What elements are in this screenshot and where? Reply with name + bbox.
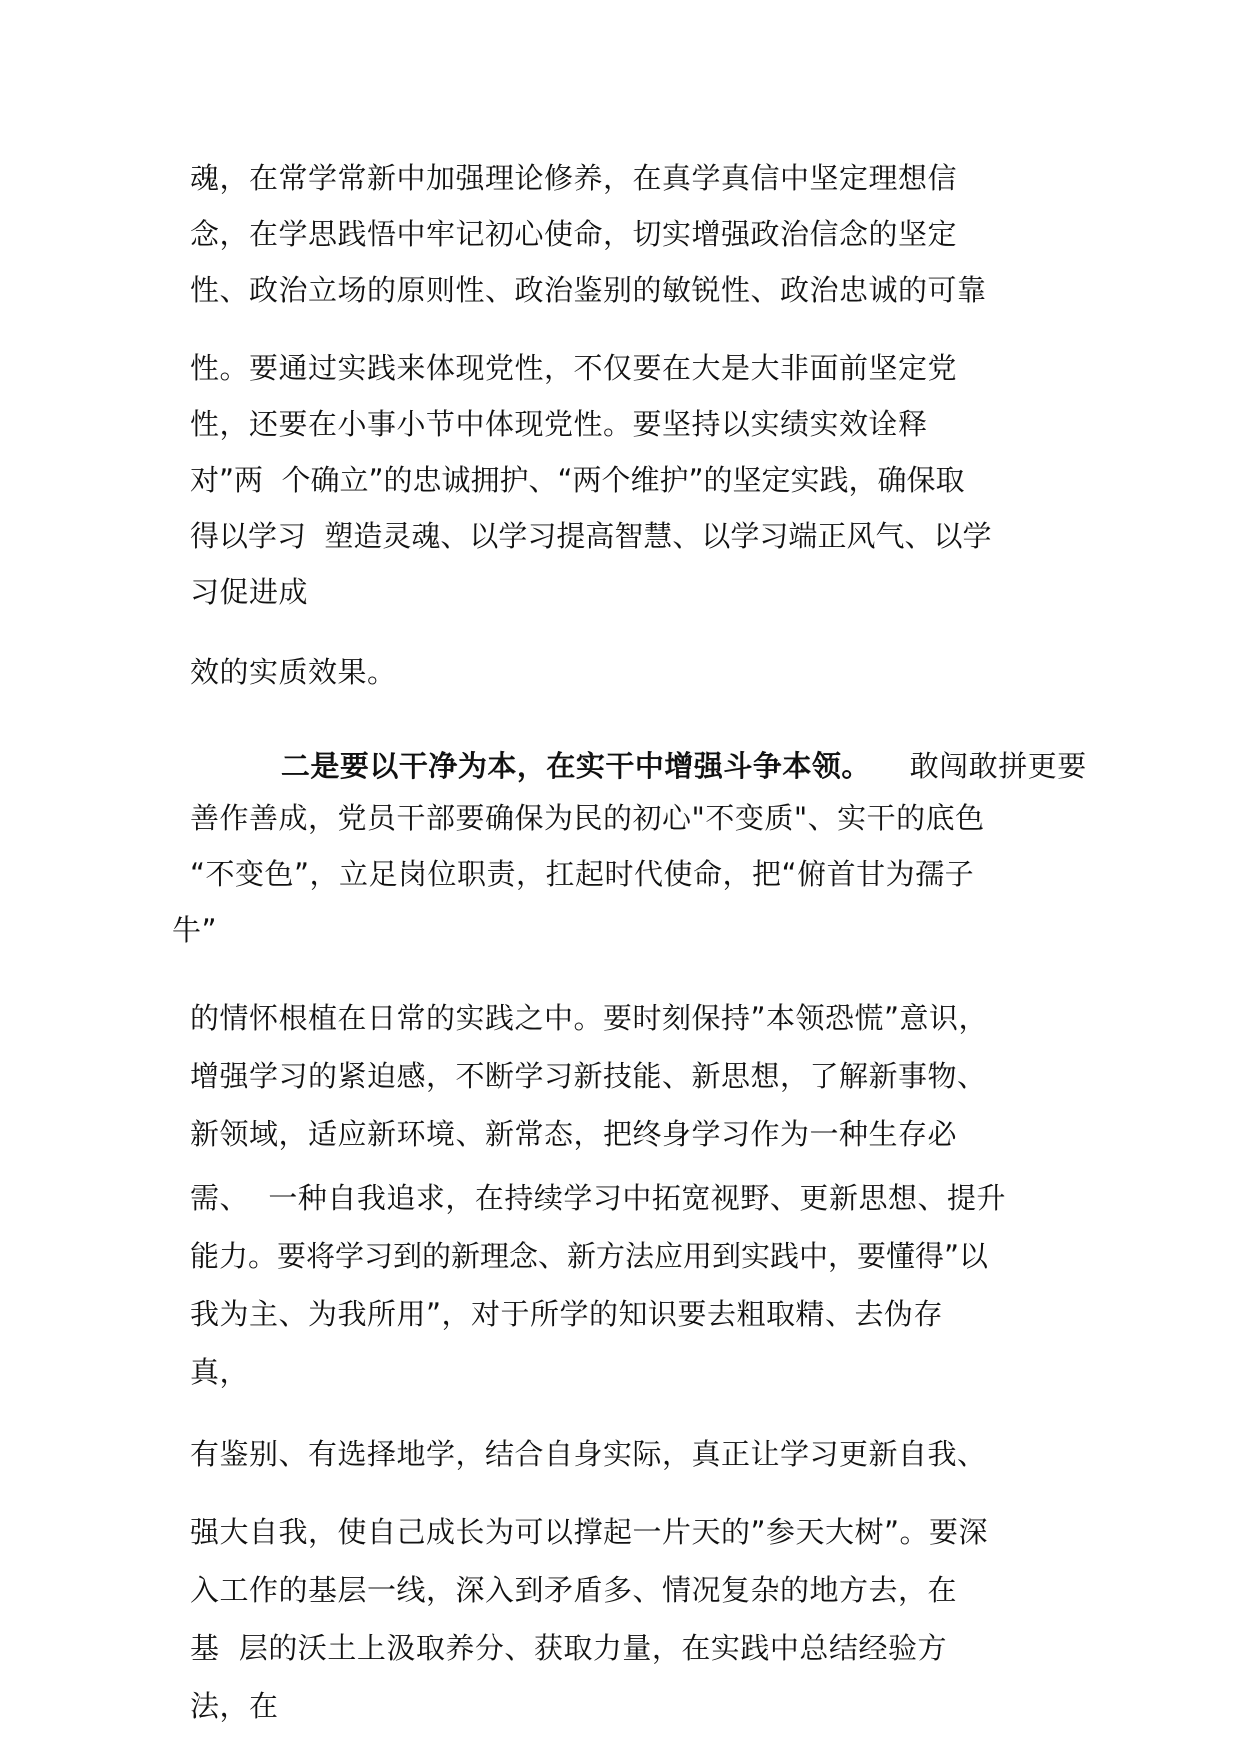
text-line: 效的实质效果。 — [190, 655, 397, 689]
text-line: 的情怀根植在日常的实践之中。要时刻保持”本领恐慌”意识， — [190, 1001, 989, 1035]
text-line: 魂，在常学常新中加强理论修养，在真学真信中坚定理想信 — [190, 161, 958, 195]
text-line: 强大自我，使自己成长为可以撑起一片天的”参天大树”。要深 — [190, 1515, 989, 1549]
text-line: 法，在 — [190, 1689, 279, 1723]
text-line: 我为主、为我所用”，对于所学的知识要去粗取精、去伪存 — [190, 1297, 944, 1331]
text-line: 新领域，适应新环境、新常态，把终身学习作为一种生存必 — [190, 1117, 958, 1151]
text-line: 牛” — [172, 913, 218, 947]
text-line: 增强学习的紧迫感，不断学习新技能、新思想，了解新事物、 — [190, 1059, 987, 1093]
text-segment: 敢闯敢拼更要 — [909, 749, 1087, 783]
text-line: 对”两 个确立”的忠诚拥护、“两个维护”的坚定实践，确保取 — [190, 463, 965, 497]
section-heading: 二是要以干净为本，在实干中增强斗争本领。 — [280, 749, 871, 783]
text-line: 真， — [190, 1355, 250, 1389]
text-line: 习促进成 — [190, 575, 309, 609]
text-line: 能力。要将学习到的新理念、新方法应用到实践中，要懂得”以 — [190, 1239, 989, 1273]
text-line: 基 层的沃土上汲取养分、获取力量，在实践中总结经验方 — [190, 1631, 947, 1665]
text-line: 得以学习 塑造灵魂、以学习提高智慧、以学习端正风气、以学 — [190, 519, 992, 553]
text-line: 入工作的基层一线，深入到矛盾多、情况复杂的地方去，在 — [190, 1573, 958, 1607]
text-line: 念，在学思践悟中牢记初心使命，切实增强政治信念的坚定 — [190, 217, 958, 251]
text-line: 有鉴别、有选择地学，结合自身实际，真正让学习更新自我、 — [190, 1437, 987, 1471]
text-line: “不变色”，立足岗位职责，扛起时代使命，把“俯首甘为孺子 — [190, 857, 975, 891]
text-line: 性，还要在小事小节中体现党性。要坚持以实绩实效诠释 — [190, 407, 928, 441]
text-line: 性。要通过实践来体现党性，不仅要在大是大非面前坚定党 — [190, 351, 958, 385]
text-line: 性、政治立场的原则性、政治鉴别的敏锐性、政治忠诚的可靠 — [190, 273, 987, 307]
text-line: 需、 一种自我追求，在持续学习中拓宽视野、更新思想、提升 — [190, 1181, 1006, 1215]
text-line: 善作善成，党员干部要确保为民的初心"不变质"、实干的底色 — [190, 801, 985, 835]
